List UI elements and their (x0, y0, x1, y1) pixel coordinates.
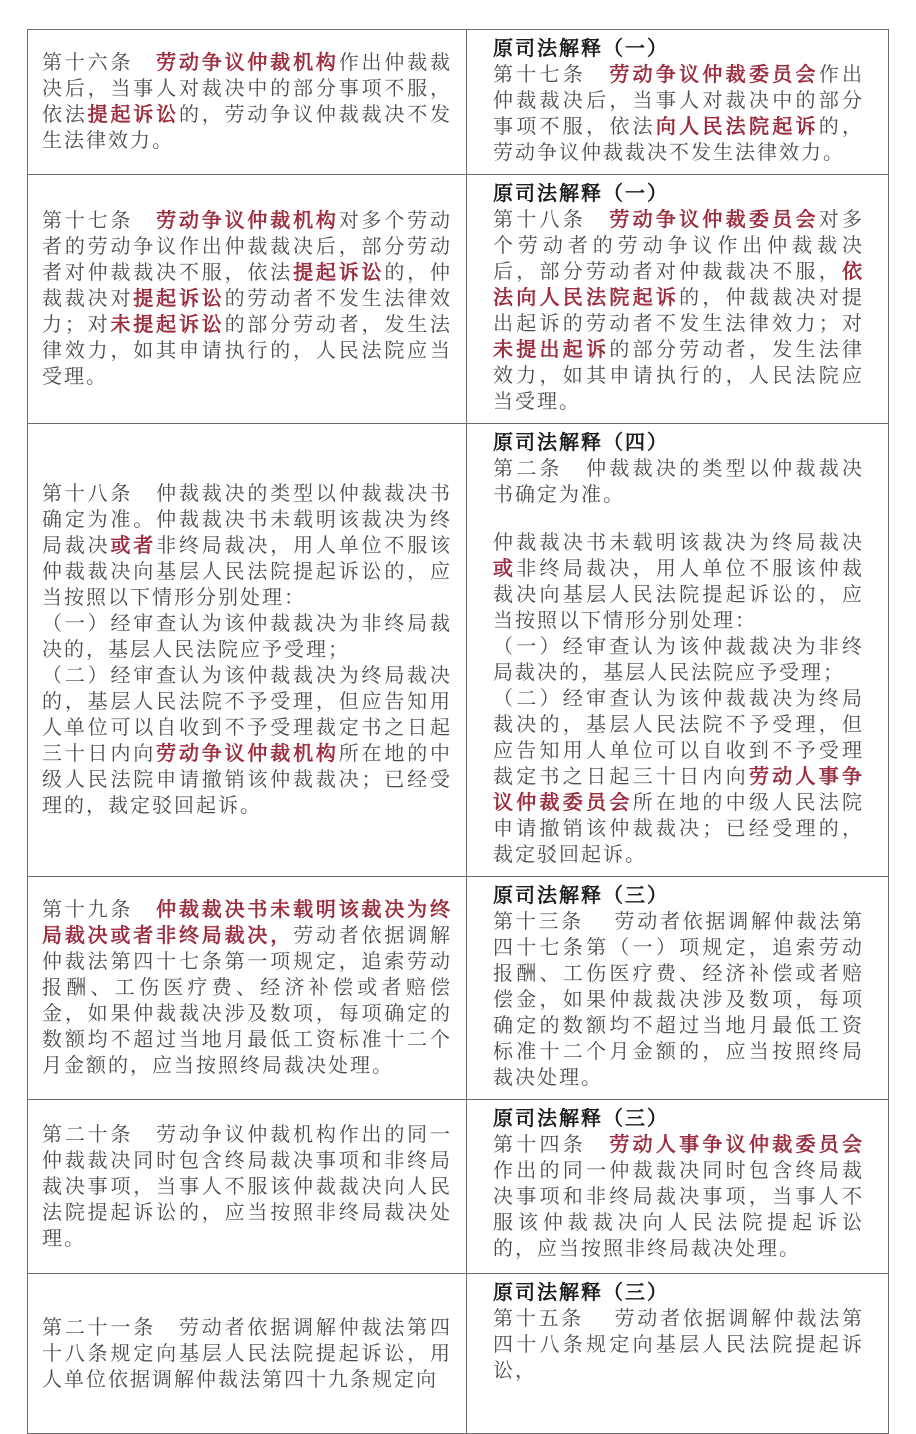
paragraph (493, 456, 864, 508)
interpretation-source-label: 原司法解释（一） (493, 38, 669, 60)
highlighted-text-run: 劳动争议仲裁委员会 (609, 64, 819, 86)
interpretation-cell (467, 30, 889, 175)
text-run: 第十九条 (42, 899, 157, 921)
paragraph (42, 50, 452, 154)
text-run: 作出仲裁裁决后，当事人对裁决中的部分事项不服，依法 (493, 64, 865, 138)
highlighted-text-run: 提起诉讼 (87, 104, 179, 126)
interpretation-source-label: 原司法解释（三） (493, 885, 669, 907)
comparison-row (28, 424, 889, 877)
text-run: 所在地的中级人民法院申请撤销该仲裁裁决；已经受理的，裁定驳回起诉。 (42, 743, 453, 817)
highlighted-text-run: 劳动争议仲裁机构 (156, 210, 339, 232)
interpretation-source-label: 原司法解释（三） (493, 1108, 669, 1130)
paragraph (493, 62, 864, 166)
text-run: 第二条 仲裁裁决的类型以仲裁裁决书确定为准。 (493, 458, 864, 506)
text-run: 第十八条 仲裁裁决的类型以仲裁裁决书确定为准。仲裁裁决书未载明该裁决为终局裁决 (42, 483, 452, 557)
paragraph (493, 1306, 864, 1384)
provision-cell (28, 1274, 467, 1434)
paragraph (42, 1315, 452, 1393)
provision-cell (28, 877, 467, 1100)
text-run: （二）经审查认为该仲裁裁决为终局裁决的，基层人民法院不予受理，但应告知用人单位可以自收到不予受理裁定书之日起三十日内向 (42, 665, 452, 765)
highlighted-text-run: 或 (493, 558, 517, 580)
interpretation-cell (467, 175, 889, 424)
highlighted-text-run: 劳动人事争议仲裁委员会 (609, 1134, 865, 1156)
comparison-row (28, 30, 889, 175)
interpretation-cell (467, 1274, 889, 1434)
paragraph (42, 897, 452, 1079)
text-run: 作出仲裁裁决后，当事人对裁决中的部分事项不服，依法 (42, 52, 453, 126)
comparison-row (28, 1100, 889, 1274)
text-run: （一）经审查认为该仲裁裁决为非终局裁决的，基层人民法院应予受理； (42, 613, 452, 661)
text-run: 非终局裁决，用人单位不服该仲裁裁决向基层人民法院提起诉讼的，应当按照以下情形分别处理： (493, 558, 865, 632)
text-run: 的，仲裁裁决对 (42, 262, 453, 310)
comparison-row (28, 877, 889, 1100)
interpretation-source-label: 原司法解释（四） (493, 432, 669, 454)
text-run: 作出的同一仲裁裁决同时包含终局裁决事项和非终局裁决事项，当事人不服该仲裁裁决向人民法院提起诉讼的，应当按照非终局裁决处理。 (493, 1160, 864, 1260)
text-run: （二）经审查认为该仲裁裁决为终局裁决的，基层人民法院不予受理，但应告知用人单位可以自收到不予受理裁定书之日起三十日内向 (493, 688, 864, 788)
text-run: 的，劳动争议仲裁裁决不发生法律效力。 (493, 116, 865, 164)
comparison-row (28, 175, 889, 424)
paragraph (42, 1122, 452, 1252)
highlighted-text-run: 仲裁裁决书未载明该裁决为终局裁决或者非终局裁决， (42, 899, 453, 947)
highlighted-text-run: 未提出起诉 (493, 339, 610, 361)
highlighted-text-run: 或者 (110, 535, 157, 557)
text-run: 第十五条 劳动者依据调解仲裁法第四十八条规定向基层人民法院提起诉讼， (493, 1308, 864, 1382)
text-run: 第十七条 (42, 210, 157, 232)
text-run: 的部分劳动者，发生法律效力，如其申请执行的，人民法院应当受理。 (42, 314, 453, 388)
text-run: 的部分劳动者，发生法律效力，如其申请执行的，人民法院应当受理。 (493, 339, 865, 413)
highlighted-text-run: 劳动争议仲裁委员会 (609, 209, 819, 231)
highlighted-text-run: 劳动争议仲裁机构 (156, 743, 339, 765)
paragraph (493, 1132, 864, 1262)
text-run: 第二十条 劳动争议仲裁机构作出的同一仲裁裁决同时包含终局裁决事项和非终局裁决事项，当事人不服该仲裁裁决向人民法院提起诉讼的，应当按照非终局裁决处理。 (42, 1123, 452, 1250)
interpretation-source-label: 原司法解释（三） (493, 1282, 669, 1304)
paragraph (493, 530, 864, 634)
interpretation-cell (467, 877, 889, 1100)
paragraph (493, 634, 864, 686)
provision-cell (28, 175, 467, 424)
provision-cell (28, 30, 467, 175)
text-run: 的，劳动争议仲裁裁决不发生法律效力。 (42, 104, 453, 152)
text-run: 第十六条 (42, 52, 157, 74)
highlighted-text-run: 未提起诉讼 (110, 314, 225, 336)
paragraph (493, 686, 864, 868)
text-run: 非终局裁决，用人单位不服该仲裁裁决向基层人民法院提起诉讼的，应当按照以下情形分别处理： (42, 535, 453, 609)
provision-cell (28, 1100, 467, 1274)
paragraph (493, 909, 864, 1091)
paragraph (493, 207, 864, 415)
text-run: 对多个劳动者的劳动争议作出仲裁裁决后，部分劳动者对仲裁裁决不服，依法 (42, 210, 453, 284)
paragraph (42, 663, 452, 819)
text-run: 对多个劳动者的劳动争议作出仲裁裁决后，部分劳动者对仲裁裁决不服， (493, 209, 865, 283)
paragraph (42, 208, 452, 390)
interpretation-cell (467, 1100, 889, 1274)
text-run: 第十三条 劳动者依据调解仲裁法第四十七条第（一）项规定，追索劳动报酬、工伤医疗费、经济补偿或者赔偿金，如果仲裁裁决涉及数项，每项确定的数额均不超过当地月最低工资标准十二个月金额的，应当按照终局裁决处理。 (493, 911, 864, 1089)
text-run: （一）经审查认为该仲裁裁决为非终局裁决的，基层人民法院应予受理； (493, 636, 864, 684)
text-run: 劳动者依据调解仲裁法第四十七条第一项规定，追索劳动报酬、工伤医疗费、经济补偿或者赔偿金，如果仲裁裁决涉及数项，每项确定的数额均不超过当地月最低工资标准十二个月金额的，应当按照终局裁决处理。 (42, 925, 453, 1077)
text-run: 的劳动者不发生法律效力；对 (42, 288, 453, 336)
highlighted-text-run: 提起诉讼 (133, 288, 225, 310)
highlighted-text-run: 劳动人事争议仲裁委员会 (493, 766, 865, 814)
highlighted-text-run: 劳动争议仲裁机构 (156, 52, 339, 74)
comparison-table (27, 29, 889, 1434)
text-run: 第十四条 (493, 1134, 610, 1156)
text-run: 第十八条 (493, 209, 610, 231)
text-run: 所在地的中级人民法院申请撤销该仲裁裁决；已经受理的，裁定驳回起诉。 (493, 792, 865, 866)
text-run: 仲裁裁决书未载明该裁决为终局裁决 (493, 532, 864, 554)
highlighted-text-run: 提起诉讼 (293, 262, 385, 284)
text-run: 的，仲裁裁决对提出起诉的劳动者不发生法律效力；对 (493, 287, 865, 335)
interpretation-cell (467, 424, 889, 877)
paragraph (42, 611, 452, 663)
comparison-row (28, 1274, 889, 1434)
highlighted-text-run: 依法向人民法院起诉 (493, 261, 864, 309)
text-run: 第二十一条 劳动者依据调解仲裁法第四十八条规定向基层人民法院提起诉讼，用人单位依据调解仲裁法第四十九条规定向 (42, 1316, 452, 1391)
interpretation-source-label: 原司法解释（一） (493, 183, 669, 205)
highlighted-text-run: 向人民法院起诉 (655, 116, 819, 138)
paragraph-spacer (493, 508, 864, 530)
text-run: 第十七条 (493, 64, 610, 86)
provision-cell (28, 424, 467, 877)
paragraph (42, 481, 452, 611)
